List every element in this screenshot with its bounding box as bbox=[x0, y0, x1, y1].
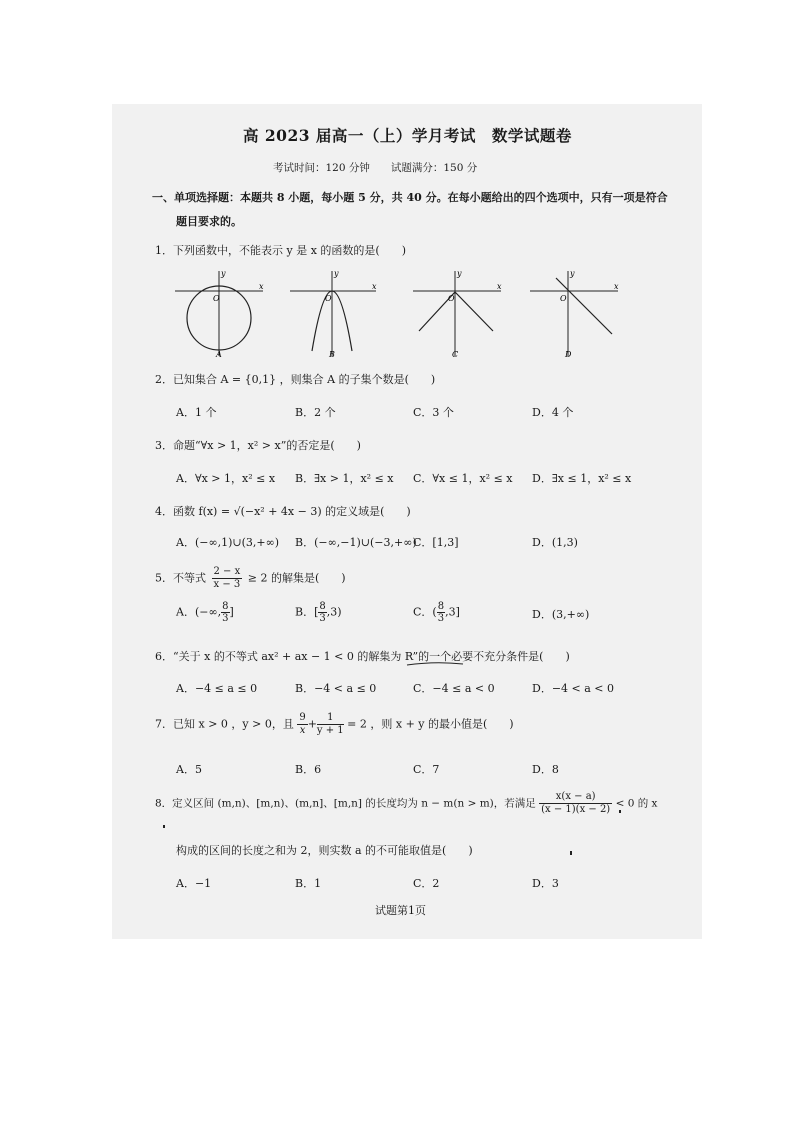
svg-text:x: x bbox=[372, 282, 377, 291]
svg-text:O: O bbox=[560, 294, 567, 303]
q6-option-a: A．−4 ≤ a ≤ 0 bbox=[176, 682, 258, 695]
q2-option-d: D．4 个 bbox=[532, 406, 574, 419]
question-2: 2．已知集合 A = {0,1} ，则集合 A 的子集个数是( ) bbox=[155, 373, 436, 386]
q1-figures bbox=[170, 266, 620, 366]
axis-x-label: x bbox=[259, 282, 264, 291]
q4-option-d: D．(1,3) bbox=[532, 536, 578, 549]
svg-text:y: y bbox=[334, 269, 339, 278]
v-curve bbox=[419, 292, 493, 331]
exam-title: 高 2023 届高一（上）学月考试 数学试题卷 bbox=[243, 126, 572, 145]
figure-b-graph bbox=[290, 266, 380, 361]
q5-frac-num: 2 − x bbox=[213, 566, 241, 577]
section-heading: 一、单项选择题：本题共 8 小题，每小题 5 分，共 40 分。在每小题给出的四个选项中，只有一项是符合 bbox=[152, 191, 668, 204]
svg-text:y: y bbox=[457, 269, 462, 278]
q6-option-b: B．−4 < a ≤ 0 bbox=[295, 682, 377, 695]
q2-option-b: B．2 个 bbox=[295, 406, 336, 419]
svg-text:y: y bbox=[570, 269, 575, 278]
question-3: 3．命题“∀x > 1，x² > x”的否定是( ) bbox=[155, 439, 361, 452]
question-6: 6．“关于 x 的不等式 ax² + ax − 1 < 0 的解集为 R”的一个必要不充分条件是( ) bbox=[155, 650, 570, 663]
q5-option-b: B．[ $\frac{8}{3}$ ,3) bbox=[295, 601, 342, 624]
q4-option-c: C．[1,3] bbox=[413, 536, 459, 549]
figure-d-graph bbox=[530, 266, 620, 361]
q4-option-b: B．(−∞,−1)∪(−3,+∞) bbox=[295, 536, 417, 549]
q7-option-a: A．5 bbox=[176, 763, 202, 776]
q2-option-c: C．3 个 bbox=[413, 406, 454, 419]
figure-label-b: B bbox=[329, 350, 335, 359]
q8-option-c: C．2 bbox=[413, 877, 440, 890]
q5-option-d: D．(3,+∞) bbox=[532, 608, 590, 621]
figure-a-graph bbox=[175, 266, 265, 361]
line-curve bbox=[556, 278, 612, 334]
q5-frac-den: x − 3 bbox=[213, 579, 241, 590]
question-8-cont: 构成的区间的长度之和为 2，则实数 a 的不可能取值是( ) bbox=[176, 844, 473, 857]
origin-label: O bbox=[213, 294, 220, 303]
q2-option-a: A．1 个 bbox=[176, 406, 217, 419]
q8-option-a: A．−1 bbox=[176, 877, 212, 890]
q3-option-b: B．∃x > 1，x² ≤ x bbox=[295, 472, 394, 485]
section-heading-cont: 题目要求的。 bbox=[176, 215, 242, 228]
svg-text:x: x bbox=[497, 282, 502, 291]
stray-mark bbox=[619, 810, 621, 813]
q5-option-c: C．( $\frac{8}{3}$ ,3] bbox=[413, 601, 460, 624]
q6-option-d: D．−4 < a < 0 bbox=[532, 682, 615, 695]
stray-mark bbox=[163, 825, 165, 828]
question-1: 1．下列函数中，不能表示 y 是 x 的函数的是( ) bbox=[155, 244, 406, 257]
exam-subtitle: 考试时间：120 分钟 试题满分：150 分 bbox=[273, 162, 478, 174]
question-7: 7．已知 x > 0 ，y > 0，且 $\frac{9}{x}$ + $\frac{1}{y + 1}$ = 2 ，则 x + y 的最小值是( ) bbox=[155, 712, 514, 736]
figure-label-c: C bbox=[452, 350, 459, 359]
q8-option-b: B．1 bbox=[295, 877, 322, 890]
question-5: 5．不等式 $\frac{2 - x}{x - 3}$ ≥ 2 的解集是( ) bbox=[155, 566, 346, 590]
svg-text:O: O bbox=[448, 294, 455, 303]
q5-option-a: A．(−∞, $\frac{8}{3}$ ] bbox=[176, 601, 234, 624]
question-8: 8．定义区间 (m,n)、[m,n)、(m,n]、[m,n] 的长度均为 n − m(n > m)，若满足 $\frac{x(x - a)}{(x - 1)(x - 2)}$ < 0 的 x bbox=[155, 791, 658, 815]
q3-option-a: A．∀x > 1，x² ≤ x bbox=[176, 472, 276, 485]
q7-option-d: D．8 bbox=[532, 763, 559, 776]
figure-label-d: D bbox=[565, 350, 572, 359]
figure-label-a: A bbox=[216, 350, 222, 359]
svg-text:x: x bbox=[614, 282, 619, 291]
svg-text:O: O bbox=[325, 294, 332, 303]
q3-option-d: D．∃x ≤ 1，x² ≤ x bbox=[532, 472, 632, 485]
q7-option-c: C．7 bbox=[413, 763, 440, 776]
q7-option-b: B．6 bbox=[295, 763, 322, 776]
stray-mark bbox=[570, 851, 572, 855]
q4-option-a: A．(−∞,1)∪(3,+∞) bbox=[176, 536, 280, 549]
page-footer: 试题第1页 bbox=[375, 904, 426, 917]
figure-c-graph bbox=[413, 266, 503, 361]
q8-option-d: D．3 bbox=[532, 877, 559, 890]
q6-option-c: C．−4 ≤ a < 0 bbox=[413, 682, 495, 695]
axis-y-label: y bbox=[221, 269, 226, 278]
q3-option-c: C．∀x ≤ 1，x² ≤ x bbox=[413, 472, 513, 485]
question-4: 4．函数 f(x) = √(−x² + 4x − 3) 的定义域是( ) bbox=[155, 505, 411, 518]
handwritten-underline bbox=[405, 660, 465, 668]
